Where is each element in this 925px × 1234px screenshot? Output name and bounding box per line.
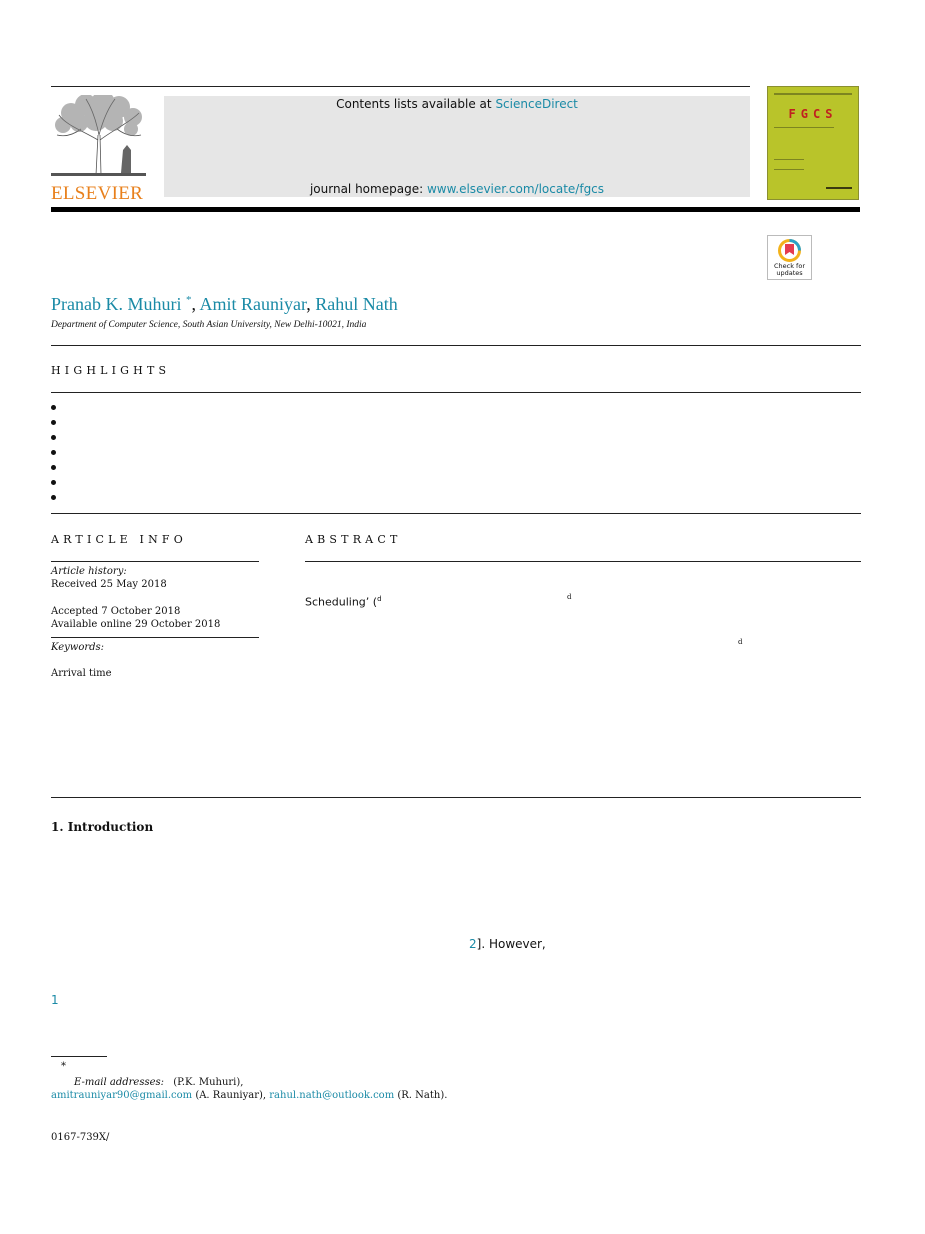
accepted-date: Accepted 7 October 2018 <box>51 606 181 617</box>
contents-prefix: Contents lists available at <box>336 97 496 111</box>
cover-band <box>774 127 834 128</box>
muhuri-suffix: (P.K. Muhuri), <box>173 1077 244 1088</box>
abstract-sup: d <box>377 595 382 603</box>
corresponding-author-mark[interactable]: * <box>185 294 192 306</box>
email-rauniyar-link[interactable]: amitrauniyar90@gmail.com <box>51 1090 193 1101</box>
rule-abstract <box>305 561 861 562</box>
highlight-bullet <box>51 435 56 440</box>
abstract-sup-3: d <box>738 638 743 646</box>
email-nath-link[interactable]: rahul.nath@outlook.com <box>269 1090 395 1101</box>
author-list: Pranab K. Muhuri *, Amit Rauniyar, Rahul Nath <box>51 294 398 314</box>
reference-2-link[interactable]: 2 <box>469 937 477 951</box>
rule-keywords <box>51 637 259 638</box>
cover-band <box>774 159 804 160</box>
received-date: Received 25 May 2018 <box>51 579 167 590</box>
cover-title: FGCS <box>788 107 838 121</box>
highlights-heading: HIGHLIGHTS <box>51 364 171 377</box>
cover-band <box>774 169 804 170</box>
abstract-fragment <box>305 595 382 609</box>
highlight-bullet <box>51 495 56 500</box>
nath-suffix: (R. Nath). <box>397 1090 448 1101</box>
homepage-line <box>164 182 750 196</box>
footnote-rule <box>51 1056 107 1057</box>
homepage-prefix: journal homepage: <box>309 182 427 196</box>
author-muhuri[interactable]: Pranab K. Muhuri <box>51 294 182 314</box>
journal-homepage-link[interactable]: www.elsevier.com/locate/fgcs <box>426 182 605 196</box>
footnote-email-line-2 <box>51 1090 447 1101</box>
rule-above-highlights <box>51 345 861 346</box>
highlight-bullet <box>51 420 56 425</box>
email-label: E-mail addresses: <box>74 1077 165 1088</box>
however-text: ]. However, <box>476 937 546 951</box>
introduction-heading: 1. Introduction <box>51 820 154 834</box>
elsevier-tree-icon <box>51 95 146 177</box>
abstract-heading: ABSTRACT <box>305 533 402 546</box>
article-info-heading: ARTICLE INFO <box>51 533 187 546</box>
contents-line <box>164 97 750 111</box>
highlight-bullet <box>51 405 56 410</box>
rule-below-highlights <box>51 513 861 514</box>
abstract-fragment-text: Scheduling’ ( <box>305 595 378 609</box>
journal-header-box <box>164 96 750 197</box>
highlight-bullet <box>51 480 56 485</box>
affiliation: Department of Computer Science, South Asian University, New Delhi-10021, India <box>51 320 367 330</box>
rule-below-highlights-heading <box>51 392 861 393</box>
rule-below-abstract <box>51 797 861 798</box>
journal-cover <box>767 86 859 200</box>
footnote-star: * <box>61 1061 66 1072</box>
reference-1-link[interactable]: 1 <box>51 993 59 1007</box>
abstract-sup-2: d <box>567 593 572 601</box>
check-updates-line2: updates <box>776 269 803 277</box>
elsevier-logo <box>51 95 146 204</box>
rauniyar-suffix: (A. Rauniyar), <box>195 1090 267 1101</box>
intro-however-line <box>469 937 546 951</box>
article-history-label: Article history: <box>51 566 127 577</box>
cover-band <box>826 187 852 189</box>
author-nath[interactable]: Rahul Nath <box>315 294 398 314</box>
sciencedirect-link[interactable]: ScienceDirect <box>495 97 578 111</box>
footnote-email-line <box>74 1077 243 1088</box>
publisher-wordmark: ELSEVIER <box>51 183 144 204</box>
header-thick-rule <box>51 207 860 212</box>
issn: 0167-739X/ <box>51 1132 110 1143</box>
update-icon <box>778 239 801 262</box>
keywords-label: Keywords: <box>51 642 105 653</box>
cover-band <box>774 93 852 95</box>
author-rauniyar[interactable]: Amit Rauniyar <box>199 294 307 314</box>
check-for-updates-badge[interactable] <box>767 235 812 280</box>
check-updates-line1: Check for <box>774 262 805 270</box>
header-top-rule <box>51 86 750 87</box>
online-date: Available online 29 October 2018 <box>51 619 221 630</box>
rule-article-info <box>51 561 259 562</box>
keyword-item: Arrival time <box>51 668 112 679</box>
highlight-bullet <box>51 450 56 455</box>
highlight-bullet <box>51 465 56 470</box>
